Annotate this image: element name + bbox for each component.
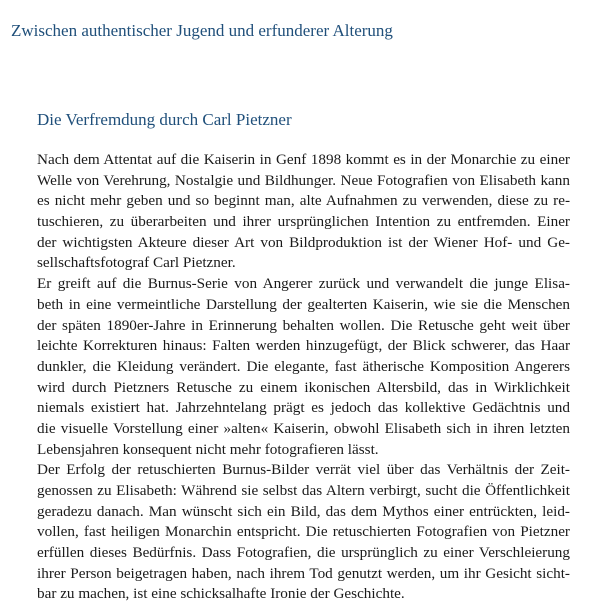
text-line: Er greift auf die Burnus-Serie von Angerer zurück und verwandelt die junge Elisa- bbox=[37, 275, 570, 293]
text-line: leichte Korrekturen hinaus: Falten werden hinzugefügt, der Blick schwerer, das Haar bbox=[37, 337, 570, 355]
text-line: sellschaftsfotograf Carl Pietzner. bbox=[37, 254, 236, 272]
text-line: wird durch Pietzners Retusche zu einem ikonischen Altersbild, das in Wirklichkeit bbox=[37, 378, 570, 396]
text-line: der späten 1890er-Jahre in Erinnerung behalten wollen. Die Retusche geht weit über bbox=[37, 316, 570, 334]
text-line: dunkler, die Kleidung verändert. Die elegante, fast ätherische Komposition Angerers bbox=[37, 357, 570, 375]
paragraph-1 bbox=[37, 150, 570, 274]
text-line: beth in eine vermeintliche Darstellung der gealterten Kaiserin, wie sie die Menschen bbox=[37, 295, 570, 313]
text-line: vollen, fast heiligen Monarchin entspricht. Die retuschierten Fotografien von Pietzner bbox=[37, 523, 570, 541]
body-text bbox=[37, 150, 570, 605]
text-line: Welle von Verehrung, Nostalgie und Bildhunger. Neue Fotografien von Elisabeth kann bbox=[37, 171, 570, 189]
text-line: die visuelle Vorstellung einer »alten« Kaiserin, obwohl Elisabeth sich in ihren letzten bbox=[37, 419, 570, 437]
text-line: Nach dem Attentat auf die Kaiserin in Genf 1898 kommt es in der Monarchie zu einer bbox=[37, 151, 570, 168]
section-heading: Die Verfremdung durch Carl Pietzner bbox=[37, 110, 292, 129]
text-line: ihrer Person beigetragen haben, nach ihrem Tod genutzt werden, um ihr Gesicht sicht- bbox=[37, 564, 570, 582]
text-line: genossen zu Elisabeth: Während sie selbst das Altern verbirgt, sucht die Öffentlichkeit bbox=[37, 482, 570, 499]
text-line: erfüllen dieses Bedürfnis. Dass Fotografien, die ursprünglich zu einer Verschleierung bbox=[37, 544, 570, 562]
text-line: Lebensjahren konsequent nicht mehr fotografieren lässt. bbox=[37, 440, 379, 458]
text-line: bar zu machen, ist eine schicksalhafte Ironie der Geschichte. bbox=[37, 585, 405, 603]
text-line: es nicht mehr geben und so beginnt man, alte Aufnahmen zu verwenden, diese zu re- bbox=[37, 192, 570, 210]
text-line: tuschieren, zu überarbeiten und ihrer ursprünglichen Intention zu entfremden. Einer bbox=[37, 213, 570, 231]
text-line: geradezu danach. Man wünscht sich ein Bild, das dem Mythos einer entrückten, leid- bbox=[37, 502, 570, 520]
text-line: der wichtigsten Akteure dieser Art von Bildproduktion ist der Wiener Hof- und Ge- bbox=[37, 233, 570, 251]
text-line: niemals existiert hat. Jahrzehntelang prägt es jedoch das kollektive Gedächtnis und bbox=[37, 399, 570, 417]
paragraph-2 bbox=[37, 274, 570, 460]
text-line: Der Erfolg der retuschierten Burnus-Bilder verrät viel über das Verhältnis der Zeit- bbox=[37, 461, 570, 479]
paragraph-3 bbox=[37, 460, 570, 605]
running-title: Zwischen authentischer Jugend und erfunderer Alterung bbox=[11, 21, 393, 40]
